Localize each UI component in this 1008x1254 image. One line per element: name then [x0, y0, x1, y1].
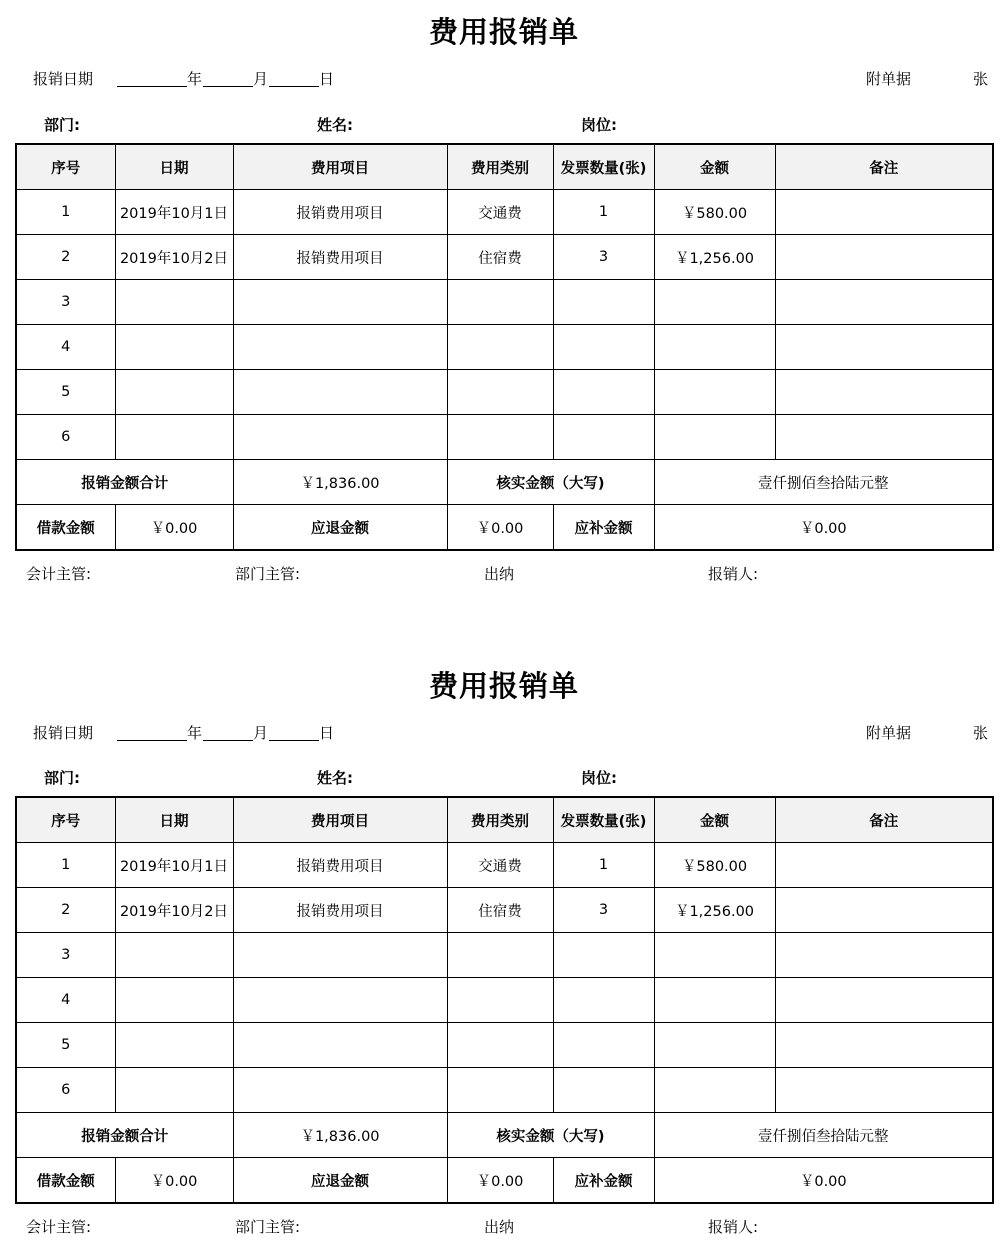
day-underline: [269, 740, 319, 741]
header-cell: 金额: [654, 797, 775, 843]
verified-label: 核实金额（大写): [447, 1113, 654, 1158]
table-cell: [233, 370, 447, 415]
table-cell: [115, 933, 233, 978]
supplement-value: ￥0.00: [654, 1158, 993, 1204]
table-cell: 3: [16, 280, 115, 325]
table-cell: [553, 370, 654, 415]
verified-label: 核实金额（大写): [447, 460, 654, 505]
table-row: [16, 1068, 993, 1113]
supplement-value: ￥0.00: [654, 505, 993, 551]
table-cell: 5: [16, 370, 115, 415]
attach-unit: 张: [973, 724, 989, 742]
table-cell: 3: [553, 235, 654, 280]
table-cell: 1: [553, 843, 654, 888]
table-cell: [233, 933, 447, 978]
table-cell: [775, 1068, 993, 1113]
supplement-label: 应补金额: [553, 505, 654, 551]
sign-claimant: 报销人:: [708, 1218, 759, 1236]
table-cell: [654, 370, 775, 415]
sign-accounting: 会计主管:: [26, 565, 92, 583]
refund-value: ￥0.00: [447, 1158, 553, 1204]
table-cell: [775, 190, 993, 235]
expense-table: [15, 796, 994, 1204]
name-label: 姓名:: [317, 116, 353, 134]
attach-label: 附单据: [866, 70, 912, 88]
table-row: [16, 978, 993, 1023]
table-cell: 2019年10月2日: [115, 888, 233, 933]
total-value: ￥1,836.00: [233, 460, 447, 505]
header-cell: 金额: [654, 144, 775, 190]
table-cell: [654, 933, 775, 978]
table-cell: 报销费用项目: [233, 843, 447, 888]
table-cell: [553, 1068, 654, 1113]
table-cell: 报销费用项目: [233, 190, 447, 235]
table-cell: [553, 933, 654, 978]
name-label: 姓名:: [317, 769, 353, 787]
total-row: [16, 1113, 993, 1158]
table-cell: [233, 1068, 447, 1113]
table-cell: [775, 933, 993, 978]
table-cell: [115, 1068, 233, 1113]
table-cell: 2: [16, 235, 115, 280]
table-row: [16, 843, 993, 888]
table-cell: [447, 978, 553, 1023]
table-cell: [775, 370, 993, 415]
verified-value: 壹仟捌佰叁拾陆元整: [654, 1113, 993, 1158]
table-row: [16, 933, 993, 978]
header-cell: 序号: [16, 144, 115, 190]
table-cell: [654, 280, 775, 325]
settlement-row: [16, 505, 993, 551]
table-cell: [447, 933, 553, 978]
table-cell: 4: [16, 325, 115, 370]
table-cell: [775, 843, 993, 888]
attach-label: 附单据: [866, 724, 912, 742]
table-cell: 2019年10月2日: [115, 235, 233, 280]
attach-unit: 张: [973, 70, 989, 88]
expense-form-1: [0, 0, 1008, 600]
verified-value: 壹仟捌佰叁拾陆元整: [654, 460, 993, 505]
table-cell: 报销费用项目: [233, 888, 447, 933]
table-cell: 4: [16, 978, 115, 1023]
table-cell: [553, 415, 654, 460]
refund-label: 应退金额: [233, 505, 447, 551]
table-cell: [775, 1023, 993, 1068]
table-cell: [447, 1068, 553, 1113]
header-cell: 序号: [16, 797, 115, 843]
sign-dept-head: 部门主管:: [235, 1218, 301, 1236]
year-label: 年: [187, 724, 203, 742]
header-cell: 费用类别: [447, 144, 553, 190]
table-cell: [553, 1023, 654, 1068]
table-cell: [775, 235, 993, 280]
day-label: 日: [319, 70, 335, 88]
table-row: [16, 415, 993, 460]
table-cell: 交通费: [447, 190, 553, 235]
table-cell: [447, 325, 553, 370]
table-cell: [775, 280, 993, 325]
year-underline: [117, 86, 187, 87]
table-cell: 1: [553, 190, 654, 235]
supplement-label: 应补金额: [553, 1158, 654, 1204]
table-cell: [115, 325, 233, 370]
date-label: 报销日期: [33, 70, 94, 88]
table-cell: [775, 325, 993, 370]
form-title: 费用报销单: [428, 669, 579, 703]
refund-value: ￥0.00: [447, 505, 553, 551]
table-row: [16, 190, 993, 235]
month-label: 月: [253, 70, 269, 88]
expense-form-2: [0, 654, 1008, 1254]
total-label: 报销金额合计: [16, 1113, 233, 1158]
table-cell: [447, 1023, 553, 1068]
table-cell: 3: [553, 888, 654, 933]
loan-value: ￥0.00: [115, 505, 233, 551]
header-cell: 发票数量(张): [553, 797, 654, 843]
table-cell: ￥1,256.00: [654, 888, 775, 933]
table-cell: 6: [16, 415, 115, 460]
table-cell: 住宿费: [447, 888, 553, 933]
loan-value: ￥0.00: [115, 1158, 233, 1204]
table-cell: [115, 1023, 233, 1068]
table-cell: [654, 978, 775, 1023]
table-cell: [115, 280, 233, 325]
table-cell: [447, 280, 553, 325]
total-label: 报销金额合计: [16, 460, 233, 505]
table-cell: 1: [16, 190, 115, 235]
header-cell: 费用项目: [233, 797, 447, 843]
settlement-row: [16, 1158, 993, 1204]
table-cell: [233, 325, 447, 370]
table-cell: [233, 978, 447, 1023]
dept-label: 部门:: [44, 769, 80, 787]
header-cell: 费用类别: [447, 797, 553, 843]
month-label: 月: [253, 724, 269, 742]
form-title: 费用报销单: [428, 15, 579, 49]
table-cell: 1: [16, 843, 115, 888]
table-cell: [233, 415, 447, 460]
table-cell: [115, 370, 233, 415]
table-header-row: [16, 144, 993, 190]
table-cell: [553, 280, 654, 325]
loan-label: 借款金额: [16, 505, 115, 551]
table-cell: [775, 888, 993, 933]
loan-label: 借款金额: [16, 1158, 115, 1204]
table-cell: [115, 415, 233, 460]
table-cell: ￥580.00: [654, 843, 775, 888]
month-underline: [203, 86, 253, 87]
table-row: [16, 370, 993, 415]
table-cell: ￥580.00: [654, 190, 775, 235]
date-label: 报销日期: [33, 724, 94, 742]
sign-claimant: 报销人:: [708, 565, 759, 583]
table-cell: [654, 325, 775, 370]
table-cell: 6: [16, 1068, 115, 1113]
table-row: [16, 235, 993, 280]
table-cell: [654, 1068, 775, 1113]
table-cell: ￥1,256.00: [654, 235, 775, 280]
header-cell: 发票数量(张): [553, 144, 654, 190]
table-cell: 住宿费: [447, 235, 553, 280]
table-cell: [447, 370, 553, 415]
day-underline: [269, 86, 319, 87]
year-underline: [117, 740, 187, 741]
table-cell: [654, 1023, 775, 1068]
table-cell: 5: [16, 1023, 115, 1068]
day-label: 日: [319, 724, 335, 742]
sign-accounting: 会计主管:: [26, 1218, 92, 1236]
table-row: [16, 325, 993, 370]
sign-cashier: 出纳: [484, 565, 515, 583]
dept-label: 部门:: [44, 116, 80, 134]
header-cell: 费用项目: [233, 144, 447, 190]
header-cell: 备注: [775, 797, 993, 843]
table-cell: 交通费: [447, 843, 553, 888]
total-value: ￥1,836.00: [233, 1113, 447, 1158]
post-label: 岗位:: [581, 116, 617, 134]
expense-table: [15, 143, 994, 551]
table-cell: 2: [16, 888, 115, 933]
post-label: 岗位:: [581, 769, 617, 787]
table-row: [16, 280, 993, 325]
table-cell: [775, 978, 993, 1023]
year-label: 年: [187, 70, 203, 88]
table-cell: [553, 325, 654, 370]
month-underline: [203, 740, 253, 741]
table-cell: 报销费用项目: [233, 235, 447, 280]
table-cell: [447, 415, 553, 460]
table-header-row: [16, 797, 993, 843]
sign-dept-head: 部门主管:: [235, 565, 301, 583]
table-cell: 2019年10月1日: [115, 843, 233, 888]
table-cell: [775, 415, 993, 460]
header-cell: 日期: [115, 144, 233, 190]
header-cell: 备注: [775, 144, 993, 190]
table-cell: [654, 415, 775, 460]
table-cell: 2019年10月1日: [115, 190, 233, 235]
refund-label: 应退金额: [233, 1158, 447, 1204]
table-cell: 3: [16, 933, 115, 978]
table-cell: [233, 1023, 447, 1068]
table-row: [16, 1023, 993, 1068]
table-cell: [233, 280, 447, 325]
sign-cashier: 出纳: [484, 1218, 515, 1236]
total-row: [16, 460, 993, 505]
header-cell: 日期: [115, 797, 233, 843]
table-cell: [115, 978, 233, 1023]
table-row: [16, 888, 993, 933]
table-cell: [553, 978, 654, 1023]
